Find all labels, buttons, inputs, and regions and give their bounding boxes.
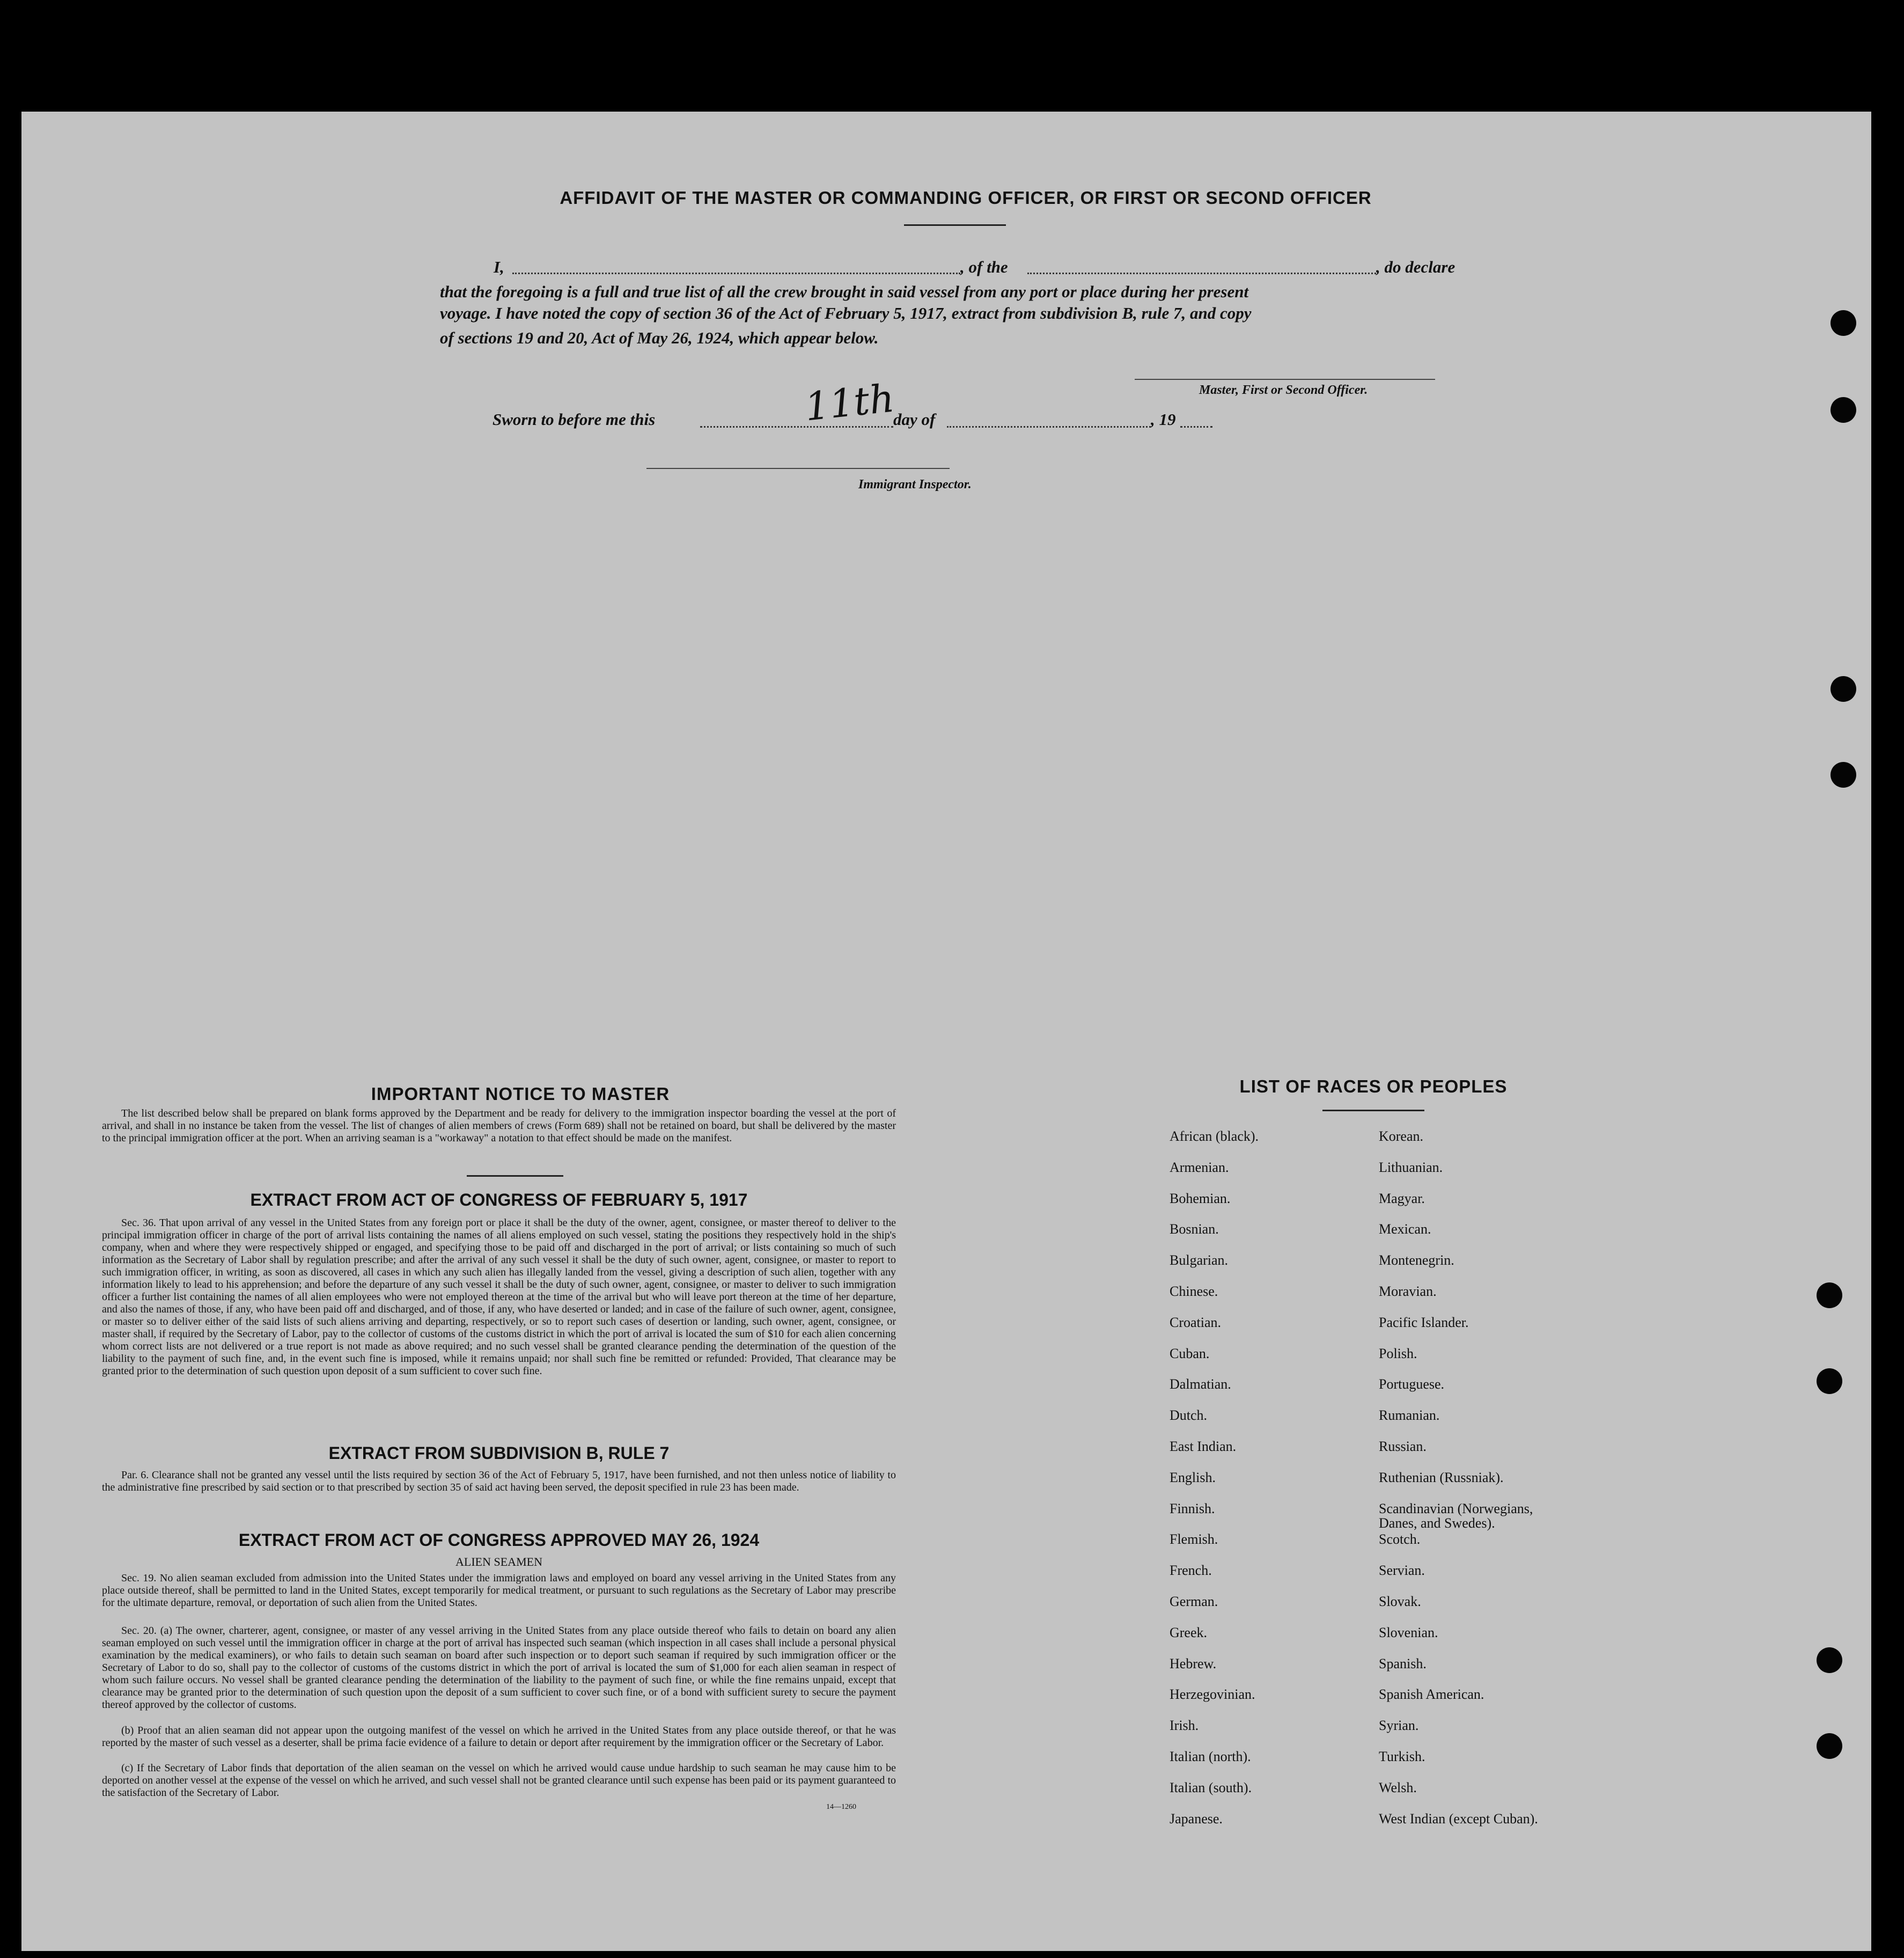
races-title: LIST OF RACES OR PEOPLES [1239,1076,1508,1096]
master-label: Master, First or Second Officer. [1199,383,1368,397]
sec-20a-text: Sec. 20. (a) The owner, charterer, agent, consignee, or master of any vessel arriving in the United States from any place outside thereof who fails to detain on board any alien seaman employed on such vessel until the immigration officer in charge at the port of arrival has inspected such seaman (which inspection in all cases shall include a personal physical examination by the medical examiners), or who fails to detain such seaman on board after such inspection or to deport such seaman if required by such immigration officer or the Secretary of Labor to do so, shall pay to the collector of customs of the customs district in which the port of arrival is located the sum of $1,000 for each alien seaman in respect of whom such failure occurs. No vessel shall be granted clearance pending the determination of the liability to the payment of such fine, or while the fine remains unpaid, except that clearance may be granted prior to the determination of such question upon the deposit of a sum sufficient to cover such fine, or of a bond with sufficient surety to secure the payment thereof approved by the collector of customs. [102,1625,896,1711]
punch-hole [1831,397,1856,423]
extract-rule7-body: Par. 6. Clearance shall not be granted any vessel until the lists required by section 36 of the Act of February 5, 1917, have been furnished, and not then unless notice of liability to the administrative fine prescribed by said section or to that prescribed by section 35 of said act having been served, the deposit specified in rule 23 has been made. [102,1469,896,1493]
notice-title: IMPORTANT NOTICE TO MASTER [371,1084,670,1104]
race-item: Greek. [1170,1624,1208,1640]
race-item: Japanese. [1170,1810,1223,1827]
punch-hole [1817,1733,1842,1759]
sec-20c-text: (c) If the Secretary of Labor finds that deportation of the alien seaman on the vessel on which he arrived would cause undue hardship to such seaman he may cause him to be deported on another vessel at the expense of the vessel on which he arrived, and such vessel shall not be granted clearance until such expense has been paid or its payment guaranteed to the satisfaction of the Secretary of Labor. [102,1762,896,1799]
inspector-label: Immigrant Inspector. [858,478,972,492]
race-item: Magyar. [1379,1190,1425,1206]
affidavit-line-3: voyage. I have noted the copy of section 36 of the Act of February 5, 1917, extract from subdivision B, rule 7, and copy [440,304,1252,322]
divider [904,224,1006,226]
affidavit-do-declare: , do declare [1376,258,1455,276]
race-item: Bulgarian. [1170,1252,1229,1268]
race-item: Slovak. [1379,1593,1421,1609]
year-prefix: , 19 [1151,410,1176,429]
sworn-text: Sworn to before me this [492,410,656,429]
form-number: 14—1260 [826,1803,856,1811]
divider [467,1175,563,1177]
race-item: Moravian. [1379,1283,1437,1299]
race-item: Portuguese. [1379,1376,1445,1392]
race-item: Servian. [1379,1563,1425,1579]
master-signature-line[interactable] [1135,379,1435,380]
race-item: Lithuanian. [1379,1159,1443,1175]
inspector-signature-line[interactable] [646,468,950,469]
race-item: Bosnian. [1170,1221,1219,1237]
affidavit-of-the: , of the [960,258,1008,276]
race-item: Spanish American. [1379,1686,1484,1703]
sworn-month-field[interactable] [947,426,1151,428]
races-column-2 [1379,1129,1626,1842]
punch-hole [1831,762,1856,788]
extract-1917-title: EXTRACT FROM ACT OF CONGRESS OF FEBRUARY 5, 1917 [250,1190,748,1209]
affidavit-line-2: that the foregoing is a full and true list of all the crew brought in said vessel from any port or place during her present [440,282,1249,301]
race-item: Hebrew. [1170,1655,1217,1671]
race-item: Spanish. [1379,1655,1427,1671]
race-item: Scandinavian (Norwegians, Danes, and Swedes). [1379,1500,1533,1531]
race-item: Cuban. [1170,1345,1210,1361]
affidavit-line-4: of sections 19 and 20, Act of May 26, 1924, which appear below. [440,328,879,347]
race-item: Dutch. [1170,1407,1208,1424]
punch-hole [1817,1368,1842,1394]
handwritten-day: 11th [803,375,896,430]
race-item: German. [1170,1593,1218,1609]
punch-hole [1817,1282,1842,1308]
race-item: Italian (north). [1170,1748,1251,1764]
races-column-1 [1170,1129,1352,1842]
race-item: Slovenian. [1379,1624,1438,1640]
race-item: African (black). [1170,1128,1259,1144]
sec-20b-text: (b) Proof that an alien seaman did not appear upon the outgoing manifest of the vessel on which he arrived in the United States from any place outside thereof, or that he was reported by the master of such vessel as a deserter, shall be prima facie evidence of a failure to detain or deport after requirement by the immigration officer or the Secretary of Labor. [102,1725,896,1749]
race-item: Chinese. [1170,1283,1218,1299]
punch-hole [1817,1647,1842,1673]
race-item: East Indian. [1170,1438,1237,1454]
race-item: Polish. [1379,1345,1417,1361]
day-of-label: day of [893,410,936,429]
sworn-year-field[interactable] [1180,426,1212,428]
vessel-field[interactable] [1027,273,1376,274]
race-item: Pacific Islander. [1379,1314,1469,1330]
race-item: Finnish. [1170,1500,1215,1516]
race-item: Turkish. [1379,1748,1425,1764]
extract-1924-title: EXTRACT FROM ACT OF CONGRESS APPROVED MAY 26, 1924 [238,1530,760,1550]
race-item: Syrian. [1379,1718,1419,1734]
name-field[interactable] [512,273,960,274]
race-item: Montenegrin. [1379,1252,1454,1268]
race-item: Herzegovinian. [1170,1686,1255,1703]
punch-hole [1831,676,1856,702]
extract-1917-body: Sec. 36. That upon arrival of any vessel in the United States from any foreign port or place it shall be the duty of the owner, agent, consignee, or master thereof to deliver to the principal immigration officer in charge of the port of arrival lists containing the names of all aliens employed on such vessel, stating the positions they respectively hold in the ship's company, when and where they were respectively shipped or engaged, and specifying those to be paid off and discharged in the port of arrival; or lists containing so much of such information as the Secretary of Labor shall by regulation prescribe; and after the arrival of any such vessel it shall be the duty of such owner, agent, consignee, or master to report to such immigration officer, in writing, as soon as discovered, all cases in which any such alien has illegally landed from the vessel, giving a description of such alien, together with any information likely to lead to his apprehension; and before the departure of any such vessel it shall be the duty of such owner, agent, consignee, or master to deliver to such immigration officer a further list containing the names of all alien employees who were not employed thereon at the time of the arrival but who will leave port thereon at the time of her departure, and also the names of those, if any, who have been paid off and discharged, and of those, if any, who have deserted or landed; and in case of the failure of such owner, agent, consignee, or master so to deliver either of the said lists of such aliens arriving and departing, respectively, or so to report such cases of desertion or landing, such owner, agent, consignee, or master shall, if required by the Secretary of Labor, pay to the collector of customs of the customs district in which the port of arrival is located the sum of $10 for each alien concerning whom correct lists are not delivered or a true report is not made as above required; and no such vessel shall be granted clearance pending the determination of the question of the liability to the payment of such fine, and, in the event such fine is imposed, while it remains unpaid; nor shall such fine be remitted or refunded: Provided, That clearance may be granted prior to the determination of such question upon deposit of a sum sufficient to cover such fine. [102,1217,896,1377]
extract-rule7-title: EXTRACT FROM SUBDIVISION B, RULE 7 [328,1443,670,1463]
race-item: Rumanian. [1379,1407,1440,1424]
race-item: Dalmatian. [1170,1376,1231,1392]
sec-19-text: Sec. 19. No alien seaman excluded from admission into the United States under the immigration laws and employed on board any vessel arriving in the United States from any place outside thereof, shall be permitted to land in the United States, except temporarily for medical treatment, or pursuant to such regulations as the Secretary of Labor may prescribe for the ultimate departure, removal, or deportation of such alien from the United States. [102,1572,896,1609]
race-item: Flemish. [1170,1531,1218,1548]
race-item: Korean. [1379,1128,1424,1144]
race-item: French. [1170,1563,1212,1579]
affidavit-title: AFFIDAVIT OF THE MASTER OR COMMANDING OFFICER, OR FIRST OR SECOND OFFICER [560,188,1372,208]
affidavit-i: I, [494,258,504,276]
race-item: Scotch. [1379,1531,1421,1548]
race-item: Mexican. [1379,1221,1431,1237]
race-item: Welsh. [1379,1779,1417,1795]
divider [1322,1110,1424,1111]
race-item: Italian (south). [1170,1779,1252,1795]
sworn-day-field[interactable] [700,426,893,428]
race-item: Irish. [1170,1718,1199,1734]
race-item: English. [1170,1469,1216,1485]
alien-seamen-subtitle: ALIEN SEAMEN [455,1555,542,1568]
punch-hole [1831,310,1856,336]
notice-body: The list described below shall be prepared on blank forms approved by the Department and be ready for delivery to the immigration inspector boarding the vessel at the port of arrival, and shall in no instance be taken from the vessel. The list of changes of alien members of crews (Form 689) shall not be retained on board, but shall be delivered by the master to the principal immigration officer at the port. When an arriving seaman is a "workaway" a notation to that effect should be made on the manifest. [102,1108,896,1144]
race-item: West Indian (except Cuban). [1379,1810,1538,1827]
race-item: Armenian. [1170,1159,1229,1175]
race-item: Bohemian. [1170,1190,1231,1206]
race-item: Ruthenian (Russniak). [1379,1469,1504,1485]
race-item: Russian. [1379,1438,1427,1454]
race-item: Croatian. [1170,1314,1222,1330]
